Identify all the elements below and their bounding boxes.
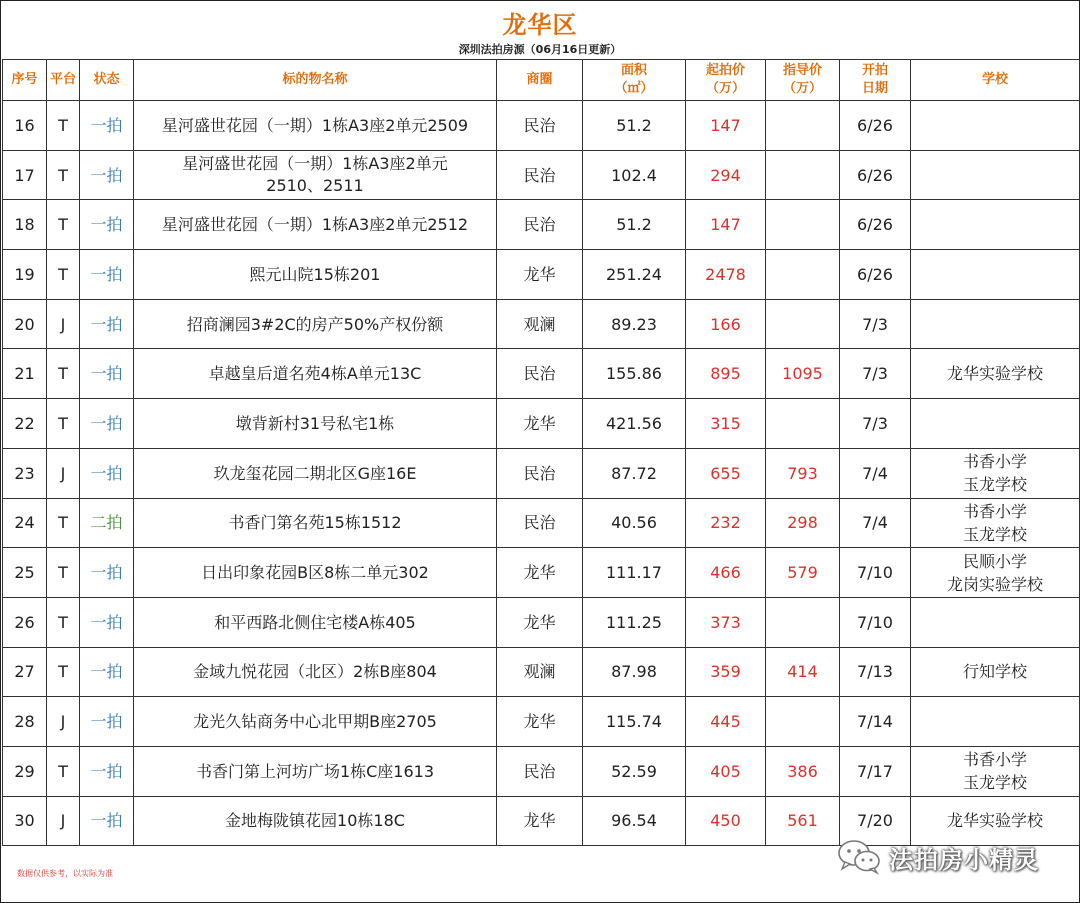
cell-platform: J	[47, 299, 80, 349]
cell-district: 龙华	[497, 796, 583, 846]
school-line: 书香小学	[962, 452, 1027, 472]
cell-guide-price: 561	[766, 796, 840, 846]
header-area-unit: （㎡）	[614, 81, 654, 96]
cell-platform: T	[47, 399, 80, 449]
table-row	[3, 597, 1080, 647]
cell-school	[911, 498, 1080, 548]
table-row	[3, 349, 1080, 399]
cell-date: 7/10	[840, 597, 911, 647]
cell-area: 102.4	[583, 150, 686, 200]
page-title: 龙华区	[502, 11, 578, 39]
cell-start-price: 147	[686, 101, 766, 151]
cell-date: 6/26	[840, 101, 911, 151]
cell-district: 民治	[497, 498, 583, 548]
cell-area: 155.86	[583, 349, 686, 399]
cell-district: 民治	[497, 101, 583, 151]
cell-status: 一拍	[80, 448, 134, 498]
cell-area: 251.24	[583, 250, 686, 300]
cell-guide-price: 386	[766, 746, 840, 796]
cell-area: 40.56	[583, 498, 686, 548]
header-name: 标的物名称	[134, 60, 497, 101]
cell-status: 一拍	[80, 399, 134, 449]
cell-date: 7/4	[840, 448, 911, 498]
table-row	[3, 101, 1080, 151]
cell-seq: 20	[3, 299, 47, 349]
cell-start-price: 405	[686, 746, 766, 796]
cell-area: 115.74	[583, 697, 686, 747]
header-school: 学校	[911, 60, 1080, 101]
listings-table	[2, 59, 1080, 846]
cell-status: 一拍	[80, 200, 134, 250]
cell-platform: T	[47, 349, 80, 399]
school-line: 书香小学	[962, 501, 1027, 521]
cell-start-price: 445	[686, 697, 766, 747]
cell-name: 金地梅陇镇花园10栋18C	[134, 796, 497, 846]
cell-area: 52.59	[583, 746, 686, 796]
cell-seq: 17	[3, 150, 47, 200]
cell-area: 421.56	[583, 399, 686, 449]
header-guide-price	[766, 60, 840, 101]
cell-area: 87.72	[583, 448, 686, 498]
cell-guide-price	[766, 150, 840, 200]
school-line: 民顺小学	[962, 551, 1027, 571]
cell-status: 一拍	[80, 597, 134, 647]
table-row	[3, 647, 1080, 697]
cell-seq: 19	[3, 250, 47, 300]
cell-date: 7/3	[840, 399, 911, 449]
header-start-price	[686, 60, 766, 101]
cell-school	[911, 250, 1080, 300]
cell-area: 51.2	[583, 101, 686, 151]
cell-date: 7/17	[840, 746, 911, 796]
cell-name: 星河盛世花园（一期）1栋A3座2单元2512	[134, 200, 497, 250]
cell-area: 96.54	[583, 796, 686, 846]
cell-date: 6/26	[840, 250, 911, 300]
table-row	[3, 548, 1080, 598]
cell-guide-price	[766, 200, 840, 250]
cell-guide-price	[766, 597, 840, 647]
cell-platform: J	[47, 796, 80, 846]
header-seq: 序号	[3, 60, 47, 101]
cell-seq: 26	[3, 597, 47, 647]
table-header-row	[3, 60, 1080, 101]
header-platform: 平台	[47, 60, 80, 101]
cell-name: 卓越皇后道名苑4栋A单元13C	[134, 349, 497, 399]
cell-guide-price: 1095	[766, 349, 840, 399]
cell-name: 招商澜园3#2C的房产50%产权份额	[134, 299, 497, 349]
watermark	[837, 837, 1039, 877]
cell-guide-price	[766, 250, 840, 300]
cell-seq: 23	[3, 448, 47, 498]
cell-status: 一拍	[80, 250, 134, 300]
cell-district: 民治	[497, 200, 583, 250]
cell-status: 二拍	[80, 498, 134, 548]
cell-platform: T	[47, 548, 80, 598]
cell-area: 87.98	[583, 647, 686, 697]
header-area	[583, 60, 686, 101]
cell-start-price: 359	[686, 647, 766, 697]
cell-start-price: 2478	[686, 250, 766, 300]
table-row	[3, 299, 1080, 349]
cell-platform: T	[47, 597, 80, 647]
cell-school	[911, 448, 1080, 498]
cell-district: 龙华	[497, 548, 583, 598]
cell-guide-price	[766, 697, 840, 747]
cell-status: 一拍	[80, 349, 134, 399]
cell-date: 7/3	[840, 299, 911, 349]
cell-school	[911, 200, 1080, 250]
cell-district: 龙华	[497, 250, 583, 300]
cell-platform: T	[47, 250, 80, 300]
cell-guide-price	[766, 399, 840, 449]
cell-district: 观澜	[497, 299, 583, 349]
header-area-label: 面积	[620, 63, 647, 78]
cell-district: 民治	[497, 746, 583, 796]
cell-start-price: 373	[686, 597, 766, 647]
cell-date: 7/3	[840, 349, 911, 399]
table-row	[3, 448, 1080, 498]
cell-status: 一拍	[80, 150, 134, 200]
cell-school	[911, 101, 1080, 151]
cell-start-price: 450	[686, 796, 766, 846]
school-line: 书香小学	[962, 750, 1027, 770]
cell-status: 一拍	[80, 299, 134, 349]
school-line: 玉龙学校	[962, 524, 1027, 544]
cell-school	[911, 647, 1080, 697]
cell-district: 民治	[497, 448, 583, 498]
cell-status: 一拍	[80, 101, 134, 151]
table-row	[3, 746, 1080, 796]
cell-school	[911, 349, 1080, 399]
cell-date: 7/4	[840, 498, 911, 548]
table-row	[3, 150, 1080, 200]
cell-platform: T	[47, 746, 80, 796]
cell-date: 7/13	[840, 647, 911, 697]
cell-status: 一拍	[80, 746, 134, 796]
cell-start-price: 147	[686, 200, 766, 250]
cell-area: 89.23	[583, 299, 686, 349]
watermark-text: 法拍房小精灵	[889, 845, 1039, 874]
school-line: 龙岗实验学校	[946, 574, 1043, 594]
header-guide-label: 指导价	[782, 63, 822, 78]
cell-date: 6/26	[840, 150, 911, 200]
cell-start-price: 315	[686, 399, 766, 449]
cell-district: 民治	[497, 150, 583, 200]
cell-platform: T	[47, 150, 80, 200]
cell-seq: 24	[3, 498, 47, 548]
cell-guide-price	[766, 299, 840, 349]
cell-status: 一拍	[80, 697, 134, 747]
cell-start-price: 232	[686, 498, 766, 548]
cell-name: 金域九悦花园（北区）2栋B座804	[134, 647, 497, 697]
cell-start-price: 294	[686, 150, 766, 200]
cell-school	[911, 548, 1080, 598]
cell-start-price: 466	[686, 548, 766, 598]
cell-seq: 30	[3, 796, 47, 846]
school-line: 玉龙学校	[962, 475, 1027, 495]
cell-district: 民治	[497, 349, 583, 399]
cell-seq: 18	[3, 200, 47, 250]
header-district: 商圈	[497, 60, 583, 101]
cell-name: 熙元山院15栋201	[134, 250, 497, 300]
table-row	[3, 697, 1080, 747]
cell-area: 111.17	[583, 548, 686, 598]
cell-status: 一拍	[80, 647, 134, 697]
cell-seq: 25	[3, 548, 47, 598]
cell-start-price: 166	[686, 299, 766, 349]
cell-district: 观澜	[497, 647, 583, 697]
wechat-icon	[837, 839, 881, 875]
cell-name: 星河盛世花园（一期）1栋A3座2单元2510、2511	[134, 150, 497, 200]
cell-date: 7/20	[840, 796, 911, 846]
cell-district: 龙华	[497, 697, 583, 747]
cell-school	[911, 746, 1080, 796]
table-row	[3, 200, 1080, 250]
table-row	[3, 250, 1080, 300]
cell-seq: 22	[3, 399, 47, 449]
disclaimer-note: 数据仅供参考，以实际为准	[17, 869, 113, 878]
cell-status: 一拍	[80, 796, 134, 846]
cell-guide-price	[766, 101, 840, 151]
header-start-unit: （万）	[705, 81, 745, 96]
cell-seq: 29	[3, 746, 47, 796]
table-row	[3, 498, 1080, 548]
header-date	[840, 60, 911, 101]
header-date-line2: 日期	[861, 81, 888, 96]
cell-name: 墩背新村31号私宅1栋	[134, 399, 497, 449]
cell-date: 7/10	[840, 548, 911, 598]
header-start-label: 起拍价	[705, 63, 745, 78]
cell-date: 6/26	[840, 200, 911, 250]
cell-name: 星河盛世花园（一期）1栋A3座2单元2509	[134, 101, 497, 151]
cell-district: 龙华	[497, 597, 583, 647]
cell-start-price: 655	[686, 448, 766, 498]
header-date-line1: 开拍	[861, 63, 888, 78]
cell-guide-price: 793	[766, 448, 840, 498]
table-row	[3, 399, 1080, 449]
cell-platform: J	[47, 697, 80, 747]
cell-seq: 16	[3, 101, 47, 151]
cell-seq: 21	[3, 349, 47, 399]
cell-guide-price: 579	[766, 548, 840, 598]
header-status: 状态	[80, 60, 134, 101]
cell-area: 111.25	[583, 597, 686, 647]
cell-guide-price: 298	[766, 498, 840, 548]
cell-platform: T	[47, 498, 80, 548]
cell-school	[911, 597, 1080, 647]
cell-seq: 28	[3, 697, 47, 747]
school-line: 行知学校	[962, 662, 1027, 682]
cell-status: 一拍	[80, 548, 134, 598]
page-subtitle: 深圳法拍房源（06月16日更新）	[458, 43, 622, 56]
cell-platform: T	[47, 101, 80, 151]
cell-name: 日出印象花园B区8栋二单元302	[134, 548, 497, 598]
cell-school	[911, 299, 1080, 349]
cell-area: 51.2	[583, 200, 686, 250]
cell-name: 书香门第上河坊广场1栋C座1613	[134, 746, 497, 796]
header-guide-unit: （万）	[782, 81, 822, 96]
cell-guide-price: 414	[766, 647, 840, 697]
cell-seq: 27	[3, 647, 47, 697]
school-line: 玉龙学校	[962, 773, 1027, 793]
cell-name: 龙光久钻商务中心北甲期B座2705	[134, 697, 497, 747]
cell-date: 7/14	[840, 697, 911, 747]
school-line: 龙华实验学校	[946, 811, 1043, 831]
cell-school	[911, 697, 1080, 747]
cell-start-price: 895	[686, 349, 766, 399]
cell-school	[911, 399, 1080, 449]
cell-name: 书香门第名苑15栋1512	[134, 498, 497, 548]
cell-school	[911, 150, 1080, 200]
cell-name: 和平西路北侧住宅楼A栋405	[134, 597, 497, 647]
cell-platform: T	[47, 200, 80, 250]
cell-district: 龙华	[497, 399, 583, 449]
school-line: 龙华实验学校	[946, 364, 1043, 384]
cell-platform: T	[47, 647, 80, 697]
cell-name: 玖龙玺花园二期北区G座16E	[134, 448, 497, 498]
cell-platform: J	[47, 448, 80, 498]
